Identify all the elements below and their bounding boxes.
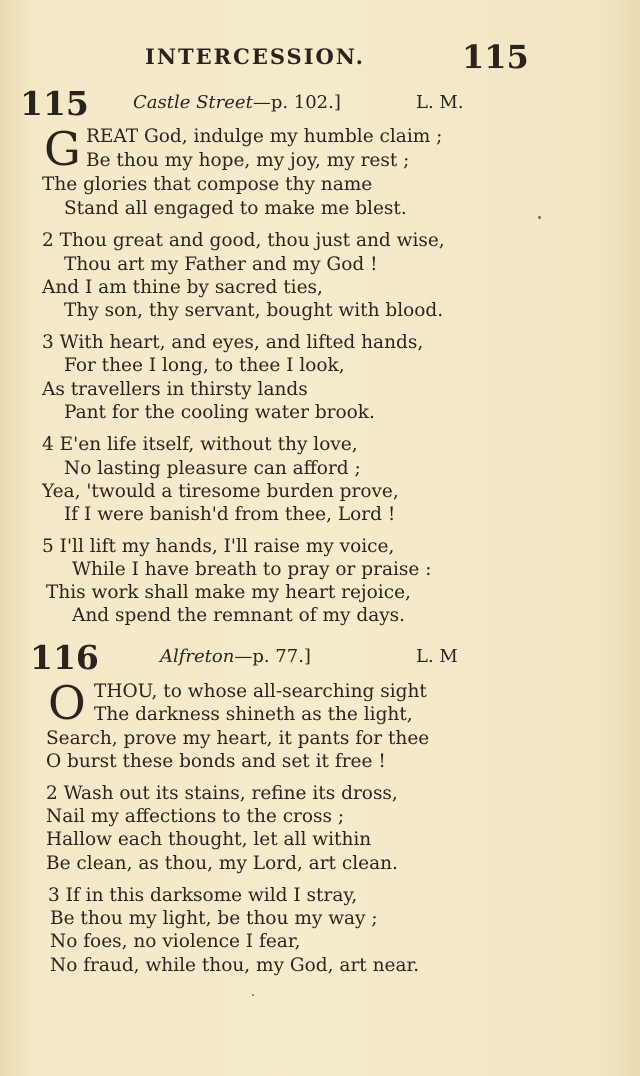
hymn-115-heading [0, 84, 640, 124]
verse-line: 4 E'en life itself, without thy love, [42, 434, 358, 455]
verse-line: Nail my affections to the cross ; [46, 806, 345, 827]
tune-reference [160, 646, 311, 667]
verse-line: The darkness shineth as the light, [94, 704, 413, 725]
verse-line: While I have breath to pray or praise : [72, 559, 432, 580]
page-number: 115 [462, 38, 529, 76]
verse-line: Thy son, thy servant, bought with blood. [64, 300, 444, 321]
verse-line: 2 Wash out its stains, refine its dross, [46, 783, 398, 804]
tune-page-ref: —p. 77.] [234, 646, 311, 667]
verse-line: And spend the remnant of my days. [72, 605, 406, 626]
verse-line: THOU, to whose all-searching sight [94, 681, 427, 702]
verse-line: This work shall make my heart rejoice, [46, 582, 411, 603]
verse-line: Be thou my light, be thou my way ; [50, 908, 378, 929]
verse-line: Be thou my hope, my joy, my rest ; [86, 150, 410, 171]
verse-line: Search, prove my heart, it pants for thee [46, 728, 430, 749]
verse-line: As travellers in thirsty lands [42, 379, 308, 400]
verse-line: No foes, no violence I fear, [50, 931, 301, 952]
running-head: INTERCESSION. [145, 44, 365, 69]
verse-line: And I am thine by sacred ties, [42, 277, 323, 298]
paper-speck [252, 994, 254, 996]
hymn-116-heading [0, 638, 640, 678]
verse-line: No lasting pleasure can afford ; [64, 458, 361, 479]
meter: L. M. [416, 92, 464, 113]
tune-name: Alfreton [160, 646, 235, 667]
hymn-number: 115 [20, 84, 89, 123]
verse-line: 2 Thou great and good, thou just and wise, [42, 230, 445, 251]
verse-line: Stand all engaged to make me blest. [64, 198, 407, 219]
tune-page-ref: —p. 102.] [252, 92, 341, 113]
verse-line: For thee I long, to thee I look, [64, 355, 345, 376]
verse-line: 5 I'll lift my hands, I'll raise my voice, [42, 536, 395, 557]
verse-line: Be clean, as thou, my Lord, art clean. [46, 853, 398, 874]
verse-line: Thou art my Father and my God ! [64, 254, 378, 275]
paper-speck [538, 216, 541, 219]
verse-line: 3 If in this darksome wild I stray, [48, 885, 358, 906]
tune-name: Castle Street [133, 92, 253, 113]
dropcap: O [48, 676, 86, 730]
verse-line: No fraud, while thou, my God, art near. [50, 955, 420, 976]
verse-line: O burst these bonds and set it free ! [46, 751, 386, 772]
verse-line: If I were banish'd from thee, Lord ! [64, 504, 396, 525]
verse-line: The glories that compose thy name [42, 174, 373, 195]
tune-reference [133, 92, 341, 113]
hymn-number: 116 [30, 638, 99, 677]
verse-line: 3 With heart, and eyes, and lifted hands, [42, 332, 424, 353]
dropcap: G [44, 122, 81, 176]
verse-line: Pant for the cooling water brook. [64, 402, 375, 423]
verse-line: Hallow each thought, let all within [46, 829, 372, 850]
meter: L. M [416, 646, 458, 667]
verse-line: REAT God, indulge my humble claim ; [86, 126, 443, 147]
verse-line: Yea, 'twould a tiresome burden prove, [42, 481, 399, 502]
